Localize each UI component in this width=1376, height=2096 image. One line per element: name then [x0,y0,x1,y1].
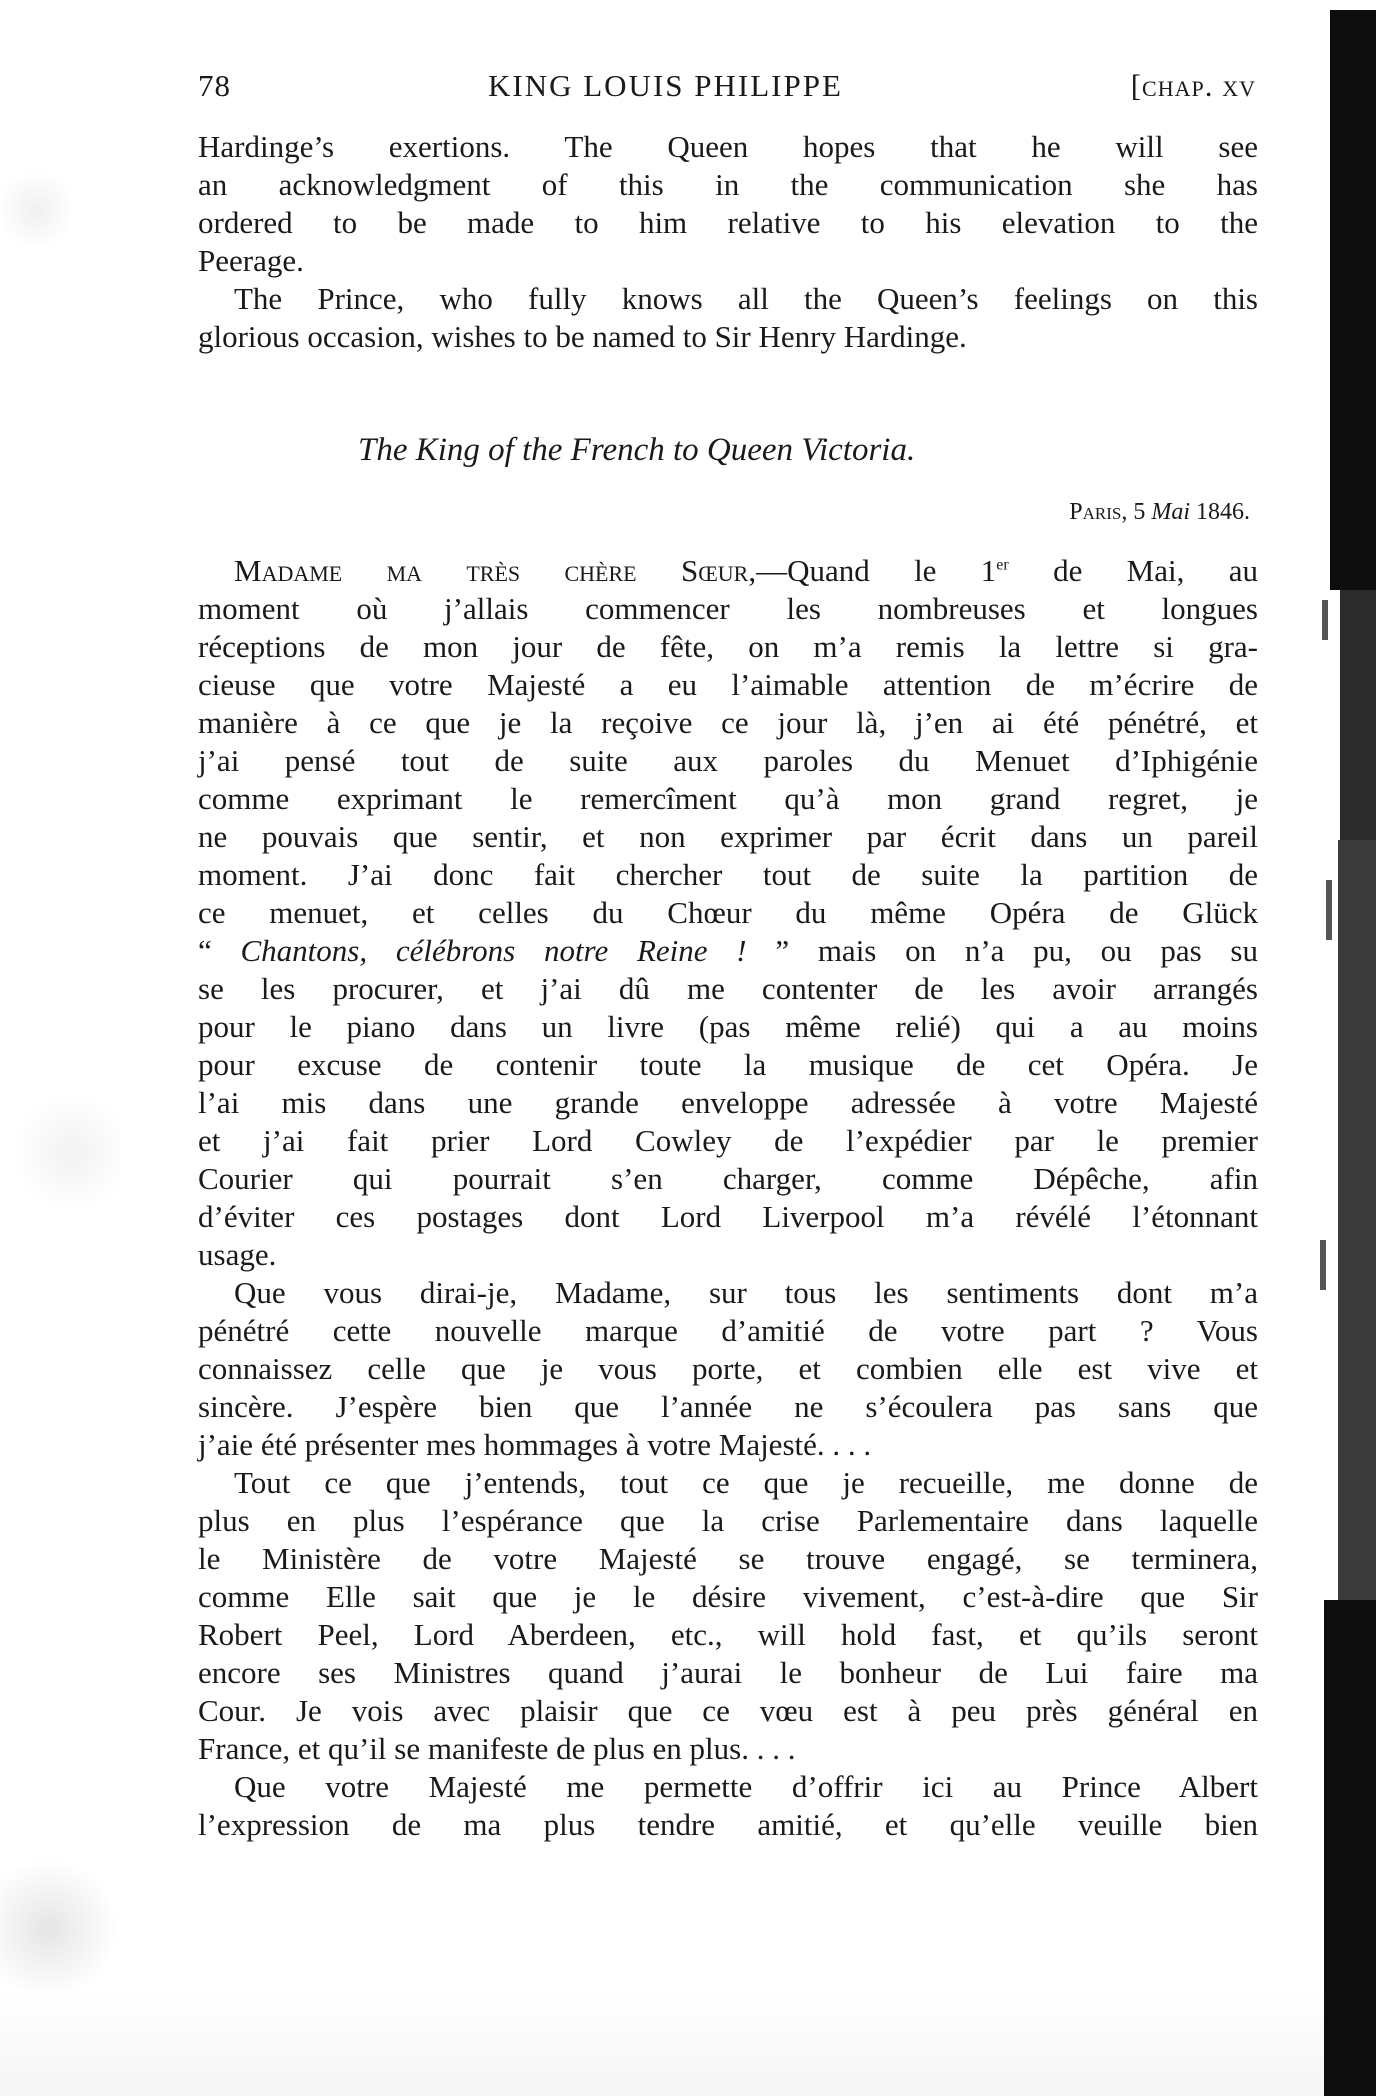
text-line: France, et qu’il se manifeste de plus en plus. . . . [198,1731,796,1766]
text-line: comme exprimant le remercîment qu’à mon grand regret, je [198,781,1258,816]
paragraph-5 [198,1464,1258,1768]
text-line: Que votre Majesté me permette d’offrir ici au Prince Albert [234,1769,1258,1804]
heading-gap [198,472,1258,492]
text-line: réceptions de mon jour de fête, on m’a remis la lettre si gra- [198,629,1258,664]
text-line: manière à ce que je la reçoive ce jour là, j’en ai été pénétré, et [198,705,1258,740]
salutation-prefix: —Quand le 1 [756,553,997,588]
text-line: encore ses Ministres quand j’aurai le bonheur de Lui faire ma [198,1655,1258,1690]
text-line: moment. J’ai donc fait chercher tout de suite la partition de [198,857,1258,892]
dateline-day: 5 [1133,499,1146,525]
salutation-superscript: er [996,556,1009,574]
text-line: et j’ai fait prier Lord Cowley de l’expédier par le premier [198,1123,1258,1158]
text-line: an acknowledgment of this in the communication she has [198,167,1258,202]
text-line: d’éviter ces postages dont Lord Liverpool m’a révélé l’étonnant [198,1199,1258,1234]
edge-shadow-lower [1338,840,1376,1600]
quote-rest: ” mais on n’a pu, ou pas su [746,933,1258,968]
text-line: Tout ce que j’entends, tout ce que je recueille, me donne de [234,1465,1258,1500]
paragraph-4 [198,1274,1258,1464]
dateline-gap [198,532,1258,552]
text-line: j’ai pensé tout de suite aux paroles du Menuet d’Iphigénie [198,743,1258,778]
scan-speckle [0,0,120,2096]
dateline-place: Paris, [1069,499,1128,525]
text-line: l’ai mis dans une grande enveloppe adressée à votre Majesté [198,1085,1258,1120]
quote-open: “ [198,933,241,968]
running-title: KING LOUIS PHILIPPE [488,68,843,103]
edge-shadow-bottom [1324,1600,1376,2096]
paragraph-1 [198,128,1258,280]
text-line: pour le piano dans un livre (pas même relié) qui a au moins [198,1009,1258,1044]
edge-fleck [1326,880,1332,940]
salutation-suffix: de Mai, au [1008,553,1258,588]
edge-shadow-mid [1340,590,1376,840]
text-line: Peerage. [198,243,304,278]
paragraph-3 [198,552,1258,1274]
letter-heading: The King of the French to Queen Victoria. [358,432,916,468]
text-line: comme Elle sait que je le désire vivement, c’est-à-dire que Sir [198,1579,1258,1614]
text-line: pour excuse de contenir toute la musique de cet Opéra. Je [198,1047,1258,1082]
text-line: Courier qui pourrait s’en charger, comme Dépêche, afin [198,1161,1258,1196]
text-line: ce menuet, et celles du Chœur du même Opéra de Glück [198,895,1258,930]
edge-fleck [1322,600,1328,640]
text-line: Cour. Je vois avec plaisir que ce vœu est à peu près général en [198,1693,1258,1728]
scan-bottom-shade [0,1986,1376,2096]
body-text [198,128,1258,1844]
text-line: cieuse que votre Majesté a eu l’aimable attention de m’écrire de [198,667,1258,702]
text-line: se les procurer, et j’ai dû me contenter de les avoir arrangés [198,971,1258,1006]
text-line: ne pouvais que sentir, et non exprimer par écrit dans un pareil [198,819,1258,854]
dateline-year: 1846. [1196,499,1250,525]
text-line: usage. [198,1237,277,1272]
text-line: connaissez celle que je vous porte, et combien elle est vive et [198,1351,1258,1386]
text-line: sincère. J’espère bien que l’année ne s’écoulera pas sans que [198,1389,1258,1424]
text-line: Que vous dirai-je, Madame, sur tous les sentiments dont m’a [234,1275,1258,1310]
page-number: 78 [198,68,231,103]
edge-fleck [1320,1240,1326,1290]
chapter-label: [chap. xv [1130,68,1256,103]
paragraph-2 [198,280,1258,356]
text-line: moment où j’allais commencer les nombreuses et longues [198,591,1258,626]
text-line: l’expression de ma plus tendre amitié, et qu’elle veuille bien [198,1807,1258,1842]
text-line: glorious occasion, wishes to be named to Sir Henry Hardinge. [198,319,967,354]
section-gap [198,356,1258,428]
paragraph-6 [198,1768,1258,1844]
scan-page-edge [1300,0,1376,2096]
text-line: j’aie été présenter mes hommages à votre Majesté. . . . [198,1427,872,1462]
text-line: The Prince, who fully knows all the Queen’s feelings on this [234,281,1258,316]
text-line: pénétré cette nouvelle marque d’amitié de votre part ? Vous [198,1313,1258,1348]
dateline [198,492,1258,532]
text-line: plus en plus l’espérance que la crise Parlementaire dans laquelle [198,1503,1258,1538]
running-head [198,68,1256,112]
edge-shadow-top [1330,10,1376,590]
text-line: le Ministère de votre Majesté se trouve engagé, se terminera, [198,1541,1258,1576]
dateline-month: Mai [1151,499,1190,525]
text-line: Hardinge’s exertions. The Queen hopes that he will see [198,129,1258,164]
text-line: ordered to be made to him relative to his elevation to the [198,205,1258,240]
text-line: Robert Peel, Lord Aberdeen, etc., will hold fast, et qu’ils seront [198,1617,1258,1652]
quote-italic: Chantons, célébrons notre Reine ! [240,933,747,968]
salutation-line [198,552,1258,590]
salutation-smallcaps: Madame ma très chère Sœur, [234,553,757,588]
quote-line [198,932,1258,970]
